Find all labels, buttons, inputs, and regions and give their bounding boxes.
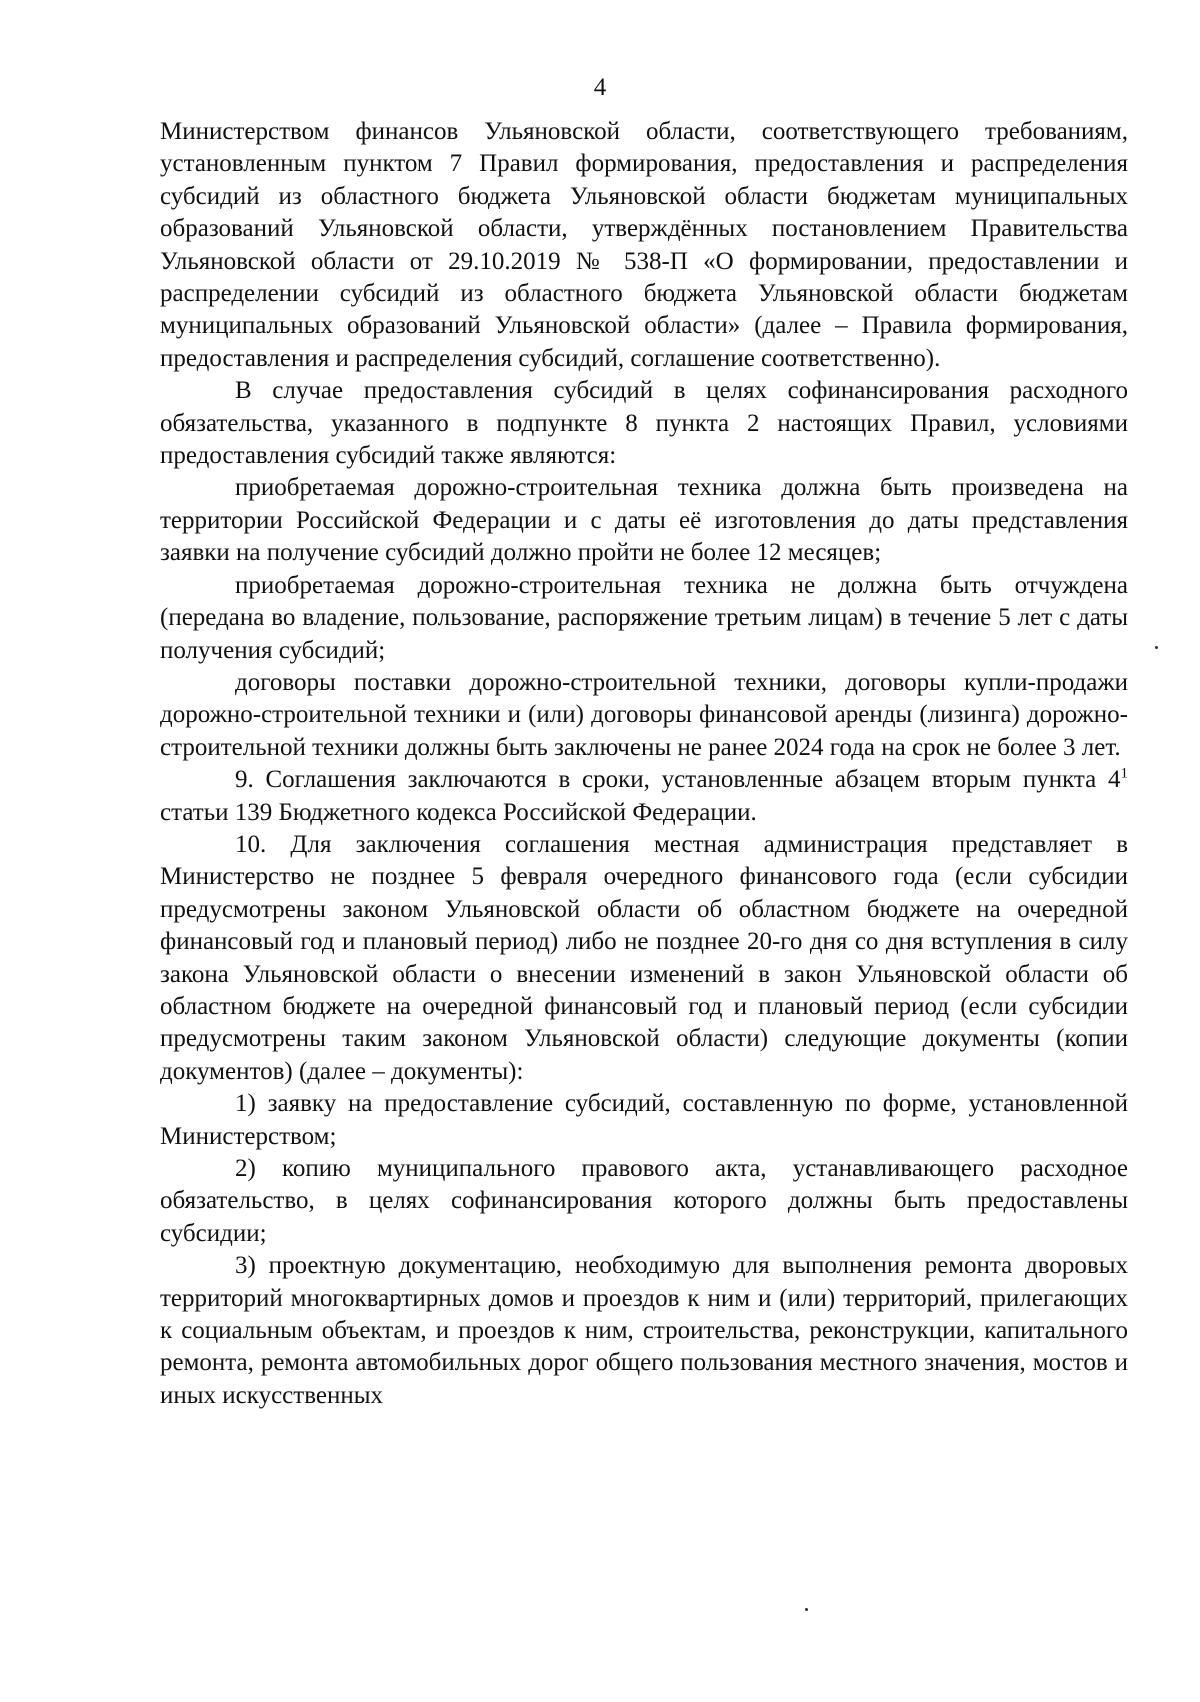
item-9-superscript: 1	[1120, 765, 1128, 782]
paragraph-subsidy-conditions-intro: В случае предоставления субсидий в целях софинансирования расходного обязательства, указанного в подпункте 8 пункта 2 настоящих Правил, условиями предоставления субсидий также являются:	[160, 377, 1128, 470]
paragraph-item-9	[160, 764, 1128, 829]
item-9-text-end: статьи 139 Бюджетного кодекса Российской Федерации.	[160, 798, 757, 826]
paragraph-equipment-alienation: приобретаемая дорожно-строительная техника не должна быть отчуждена (передана во владение, пользование, распоряжение третьим лицам) в течение 5 лет с даты получения субсидий;	[160, 571, 1128, 664]
paragraph-item-10: 10. Для заключения соглашения местная администрация представляет в Министерство не позднее 5 февраля очередного финансового года (если субсидии предусмотрены законом Ульяновской области об областном бюджете на очередной финансовый год и плановый период) либо не позднее 20-го дня со дня вступления в силу закона Ульяновской области о внесении изменений в закон Ульяновской области об областном бюджете на очередной финансовый год и плановый период (если субсидии предусмотрены таким законом Ульяновской области) следующие документы (копии документов) (далее – документы):	[160, 830, 1128, 1085]
item-9-text-start: 9. Соглашения заключаются в сроки, установленные абзацем вторым пункта 4	[235, 766, 1121, 794]
paragraph-subitem-1: 1) заявку на предоставление субсидий, составленную по форме, установленной Министерством;	[160, 1090, 1128, 1150]
paragraph-subitem-3: 3) проектную документацию, необходимую для выполнения ремонта дворовых территорий многоквартирных домов и проездов к ним и (или) территорий, прилегающих к социальным объектам, и проездов к ним, строительства, реконструкции, капитального ремонта, ремонта автомобильных дорог общего пользования местного значения, мостов и иных искусственных	[160, 1252, 1128, 1409]
paragraph-subitem-2: 2) копию муниципального правового акта, устанавливающего расходное обязательство, в целях софинансирования которого должны быть предоставлены субсидии;	[160, 1155, 1128, 1247]
document-body	[160, 116, 1128, 1412]
page-number: 4	[593, 74, 607, 101]
scan-speck-right	[1155, 646, 1158, 649]
paragraph-equipment-origin: приобретаемая дорожно-строительная техника должна быть произведена на территории Российской Федерации и с даты её изготовления до даты представления заявки на получение субсидий должно пройти не более 12 месяцев;	[160, 474, 1128, 567]
scan-speck-bottom	[805, 1608, 808, 1611]
paragraph-ministry-conditions: Министерством финансов Ульяновской области, соответствующего требованиям, установленным пунктом 7 Правил формирования, предоставления и распределения субсидий из областного бюджета Ульяновской области бюджетам муниципальных образований Ульяновской области, утверждённых постановлением Правительства Ульяновской области от 29.10.2019 № 538-П «О формировании, предоставлении и распределении субсидий из областного бюджета Ульяновской области бюджетам муниципальных образований Ульяновской области» (далее – Правила формирования, предоставления и распределения субсидий, соглашение соответственно).	[160, 118, 1128, 372]
paragraph-supply-contracts: договоры поставки дорожно-строительной техники, договоры купли-продажи дорожно-строительной техники и (или) договоры финансовой аренды (лизинга) дорожно-строительной техники должны быть заключены не ранее 2024 года на срок не более 3 лет.	[160, 668, 1128, 761]
